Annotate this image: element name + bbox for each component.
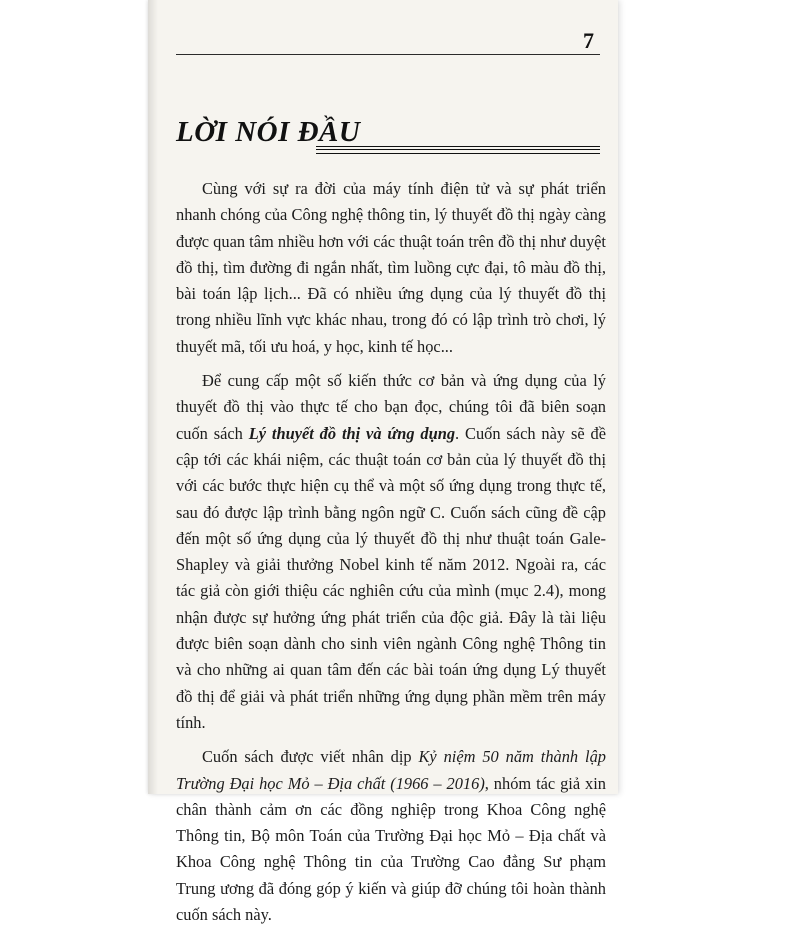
paragraph-1: [176, 176, 606, 360]
header-rule: [176, 54, 600, 55]
body-text: [176, 176, 606, 936]
paragraph-3: [176, 744, 606, 928]
anniversary-emphasis: Kỷ niệm 50 năm thành lập Trường Đại học Mỏ – Địa chất (1966 – 2016): [176, 747, 606, 793]
paragraph-3-text-b: , nhóm tác giả xin chân thành cảm ơn các đồng nghiệp trong Khoa Công nghệ Thông tin, Bộ môn Toán của Trường Đại học Mỏ – Địa chất và Khoa Công nghệ Thông tin của Trường Cao đẳng Sư phạm Trung ương đã đóng góp ý kiến và giúp đỡ chúng tôi hoàn thành cuốn sách này.: [176, 773, 606, 925]
paragraph-1-text: Cùng với sự ra đời của máy tính điện tử và sự phát triển nhanh chóng của Công nghệ thông tin, lý thuyết đồ thị ngày càng được quan tâm nhiều hơn với các thuật toán trên đồ thị như duyệt đồ thị, tìm đường đi ngắn nhất, tìm luồng cực đại, tô màu đồ thị, bài toán lập lịch... Đã có nhiều ứng dụng của lý thuyết đồ thị trong nhiều lĩnh vực khác nhau, trong đó có lập trình trò chơi, lý thuyết mã, tối ưu hoá, y học, kinh tế học...: [176, 179, 606, 356]
title-decorative-rule: [316, 146, 600, 154]
paragraph-2: [176, 368, 606, 736]
page-number: 7: [583, 28, 594, 53]
paragraph-3-text-a: Cuốn sách được viết nhân dịp: [202, 747, 419, 767]
paragraph-2-text-a: Để cung cấp một số kiến thức cơ bản và ứng dụng của lý thuyết đồ thị vào thực tế cho bạn đọc, chúng tôi đã biên soạn cuốn sách: [176, 371, 606, 443]
spine-shadow: [148, 0, 158, 794]
page-title: LỜI NÓI ĐẦU: [176, 116, 361, 148]
book-title-emphasis: Lý thuyết đồ thị và ứng dụng: [248, 423, 456, 443]
book-page: [148, 0, 618, 925]
paragraph-2-text-b: . Cuốn sách này sẽ đề cập tới các khái niệm, các thuật toán cơ bản của lý thuyết đồ thị với các bước thực hiện cụ thể và một số ứng dụng trong thực tế, sau đó được lập trình bằng ngôn ngữ C. Cuốn sách cũng đề cập đến một số ứng dụng của lý thuyết đồ thị như thuật toán Gale-Shapley và giải thưởng Nobel kinh tế năm 2012. Ngoài ra, các tác giả còn giới thiệu các nghiên cứu của mình (mục 2.4), mong nhận được sự hưởng ứng phát triển của độc giả. Đây là tài liệu được biên soạn dành cho sinh viên ngành Công nghệ Thông tin và cho những ai quan tâm đến các bài toán ứng dụng Lý thuyết đồ thị để giải và phát triển những ứng dụng phần mềm trên máy tính.: [176, 423, 606, 732]
title-block: [176, 116, 600, 162]
